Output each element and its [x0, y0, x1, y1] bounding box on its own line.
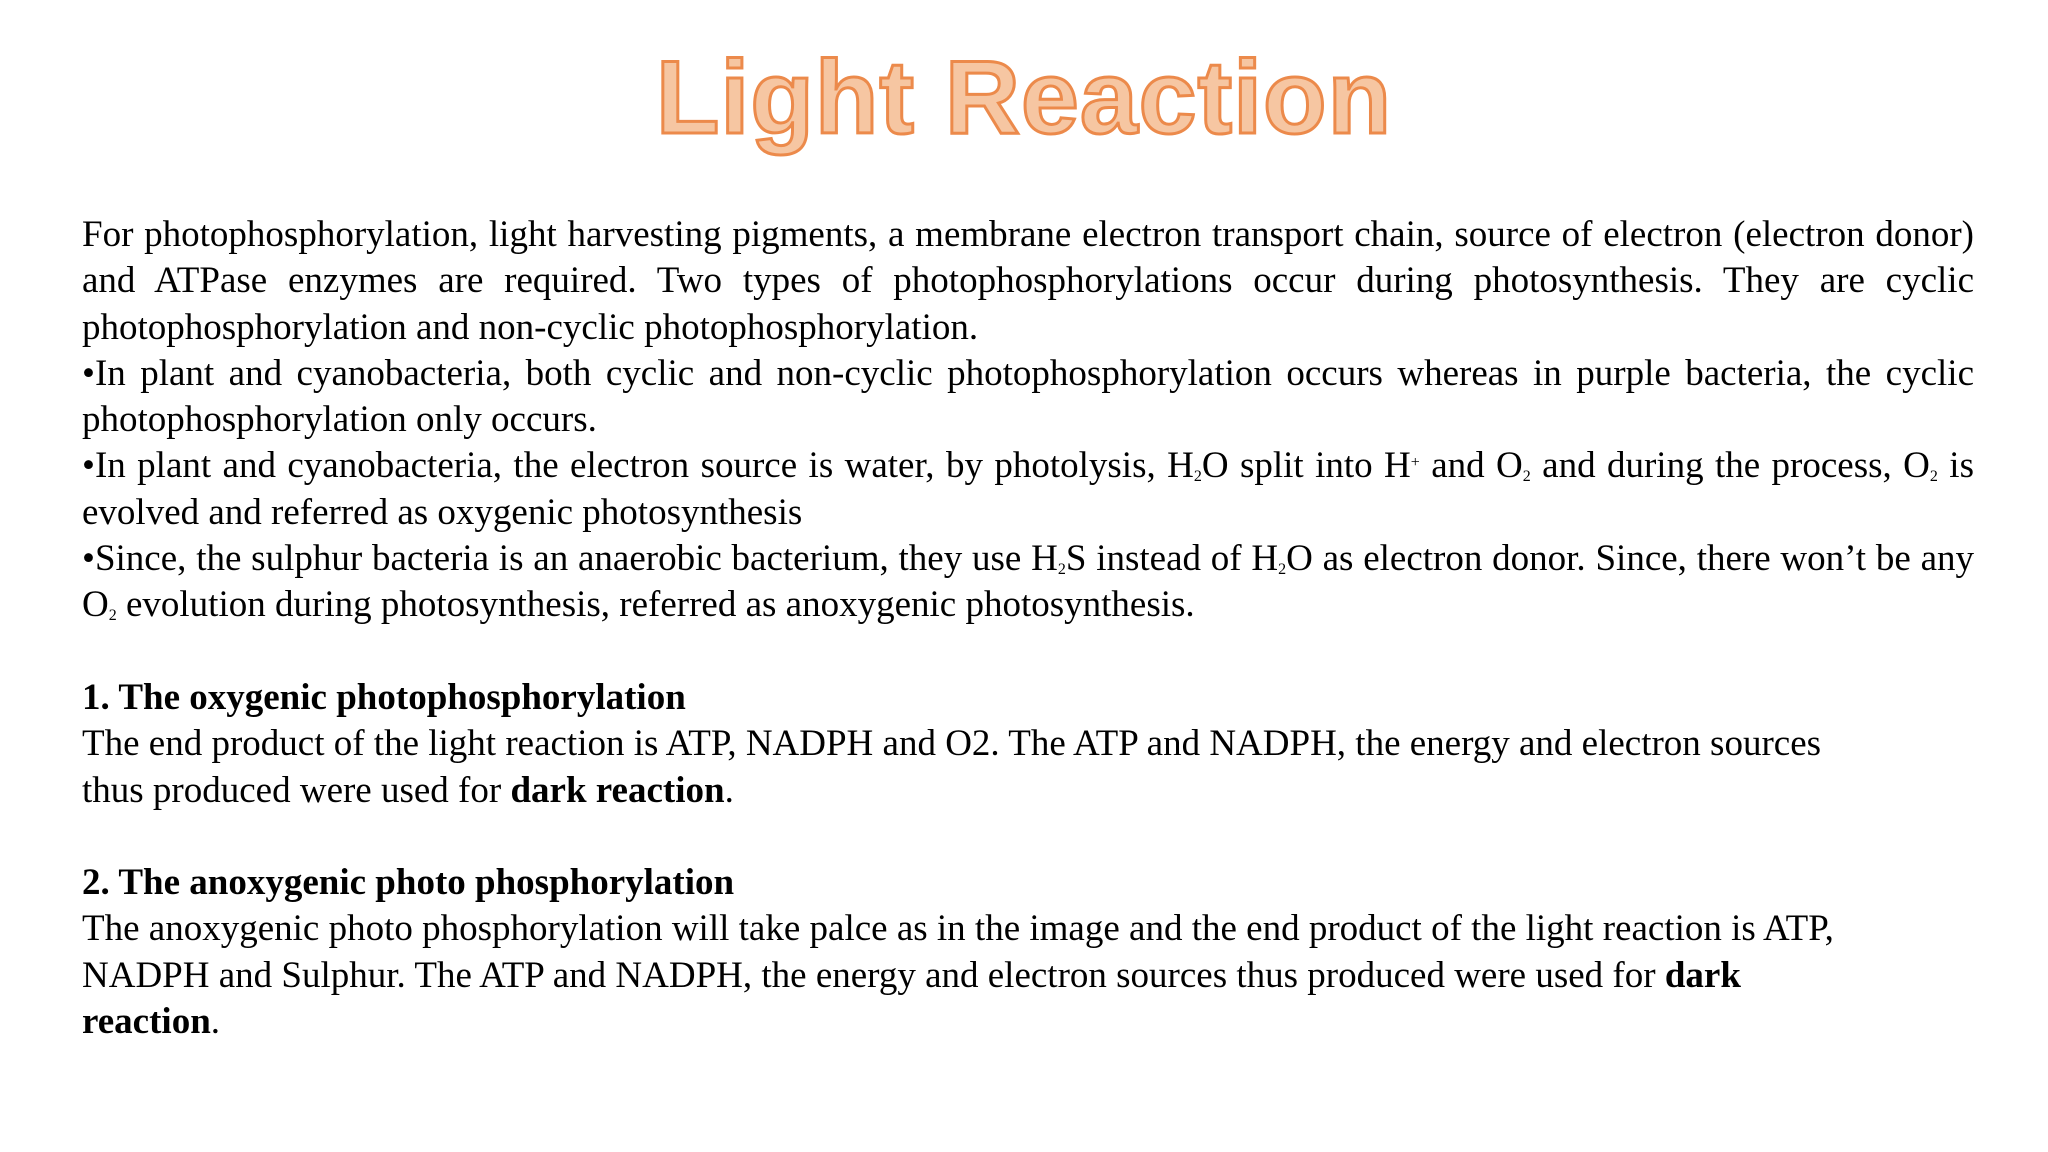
- section-anoxygenic-line-1: The anoxygenic photo phosphorylation will take palce as in the image and the end product of the light reaction is ATP,: [82, 908, 1834, 950]
- bullet-water-text-1: •In plant and cyanobacteria, the electron source is water, by photolysis, H: [82, 445, 1194, 487]
- bullet-water-text-5: is evolved and referred as oxygenic photosynthesis: [82, 445, 1974, 533]
- slide-body: [82, 212, 1974, 1045]
- subscript-2: 2: [1278, 561, 1287, 579]
- bullet-water-text-3: and O: [1419, 445, 1523, 487]
- spacer: [82, 814, 1974, 860]
- anoxygenic-line-2-text: NADPH and Sulphur. The ATP and NADPH, the energy and electron sources thus produced were used for: [82, 954, 1665, 996]
- dark-term: dark: [1664, 954, 1741, 996]
- subscript-2: 2: [1057, 561, 1066, 579]
- bullet-sulphur-text-3: O as electron donor. Since, there won’t be any O: [82, 538, 1974, 626]
- period: .: [724, 769, 734, 811]
- intro-paragraph: For photophosphorylation, light harvesting pigments, a membrane electron transport chain, source of electron (electron donor) and ATPase enzymes are required. Two types of photophosphorylations occur during photosynthesis. They are cyclic photophosphorylation and non-cyclic photophosphorylation.: [82, 214, 1974, 348]
- subscript-2: 2: [108, 607, 117, 625]
- section-oxygenic-line-2: [82, 768, 1974, 814]
- section-anoxygenic-line-2: [82, 953, 1974, 999]
- bullet-sulphur-text-4: evolution during photosynthesis, referred as anoxygenic photosynthesis.: [116, 584, 1195, 626]
- section-heading-oxygenic: 1. The oxygenic photophosphorylation: [82, 676, 686, 718]
- subscript-2: 2: [1522, 468, 1531, 486]
- dark-reaction-term: dark reaction: [510, 769, 725, 811]
- superscript-plus: +: [1410, 454, 1420, 472]
- oxygenic-line-2-text: thus produced were used for: [82, 769, 511, 811]
- reaction-term: reaction: [82, 1001, 211, 1043]
- bullet-sulphur-bacteria: [82, 536, 1974, 629]
- slide-title: Light Reaction: [655, 40, 1393, 156]
- subscript-2: 2: [1929, 468, 1938, 486]
- bullet-sulphur-text-1: •Since, the sulphur bacteria is an anaerobic bacterium, they use H: [82, 538, 1058, 580]
- period: .: [210, 1001, 221, 1043]
- bullet-sulphur-text-2: S instead of H: [1065, 538, 1279, 580]
- bullet-water-source: [82, 443, 1974, 536]
- section-heading-anoxygenic: 2. The anoxygenic photo phosphorylation: [82, 862, 735, 904]
- subscript-2: 2: [1193, 468, 1202, 486]
- bullet-water-text-4: and during the process, O: [1530, 445, 1930, 487]
- section-anoxygenic-line-3: [82, 999, 1974, 1045]
- section-oxygenic-line-1: The end product of the light reaction is ATP, NADPH and O2. The ATP and NADPH, the energy and electron sources: [82, 723, 1822, 765]
- bullet-cyclic: •In plant and cyanobacteria, both cyclic and non-cyclic photophosphorylation occurs whereas in purple bacteria, the cyclic photophosphorylation only occurs.: [82, 352, 1974, 441]
- spacer: [82, 629, 1974, 675]
- bullet-water-text-2: O split into H: [1201, 445, 1411, 487]
